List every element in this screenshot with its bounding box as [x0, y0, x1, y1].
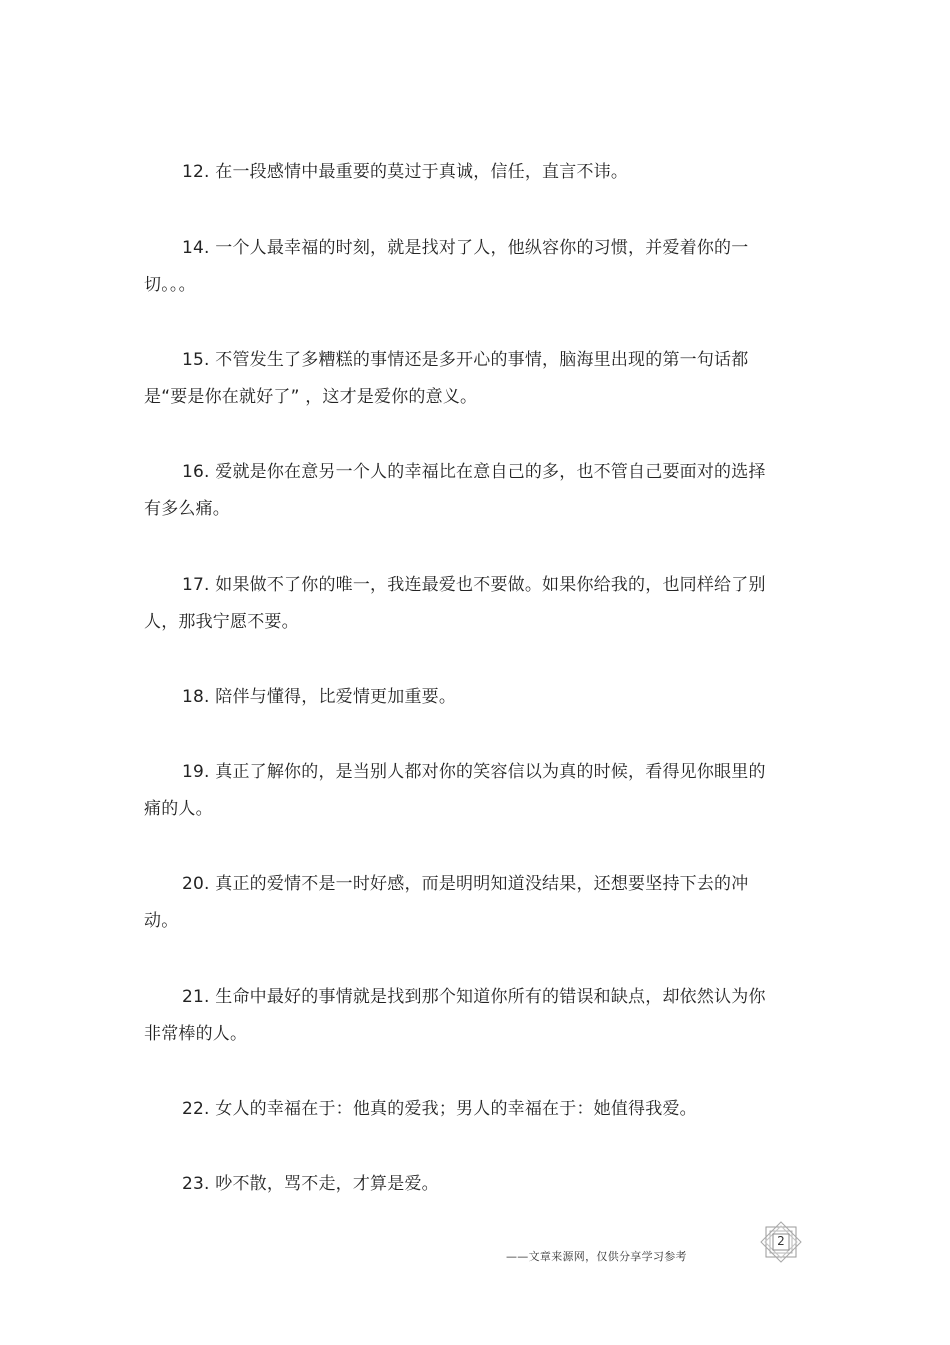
paragraph-18: 18. 陪伴与懂得，比爱情更加重要。: [182, 687, 457, 707]
paragraph-17: 17. 如果做不了你的唯一，我连最爱也不要做。如果你给我的，也同样给了别人，那我宁愿不要。: [144, 575, 766, 632]
paragraph-12: 12. 在一段感情中最重要的莫过于真诚，信任，直言不讳。: [182, 162, 629, 182]
paragraph-16: 16. 爱就是你在意另一个人的幸福比在意自己的多，也不管自己要面对的选择有多么痛。: [144, 462, 766, 519]
paragraph-19: 19. 真正了解你的，是当别人都对你的笑容信以为真的时候，看得见你眼里的痛的人。: [144, 762, 766, 819]
paragraph-22: 22. 女人的幸福在于：他真的爱我；男人的幸福在于：她值得我爱。: [182, 1099, 697, 1119]
paragraph-23: 23. 吵不散，骂不走，才算是爱。: [182, 1174, 439, 1194]
footer-source-note: ——文章来源网，仅供分享学习参考: [506, 1250, 687, 1263]
paragraph-14: 14. 一个人最幸福的时刻，就是找对了人，他纵容你的习惯，并爱着你的一切。。。: [144, 238, 749, 295]
paragraph-15: 15. 不管发生了多糟糕的事情还是多开心的事情，脑海里出现的第一句话都是“要是你在就好了” ，这才是爱你的意义。: [144, 350, 749, 407]
page-number: 2: [777, 1234, 785, 1248]
page-number-badge: [757, 1221, 805, 1263]
paragraph-21: 21. 生命中最好的事情就是找到那个知道你所有的错误和缺点，却依然认为你非常棒的人。: [144, 987, 766, 1044]
paragraph-20: 20. 真正的爱情不是一时好感，而是明明知道没结果，还想要坚持下去的冲动。: [144, 874, 749, 931]
